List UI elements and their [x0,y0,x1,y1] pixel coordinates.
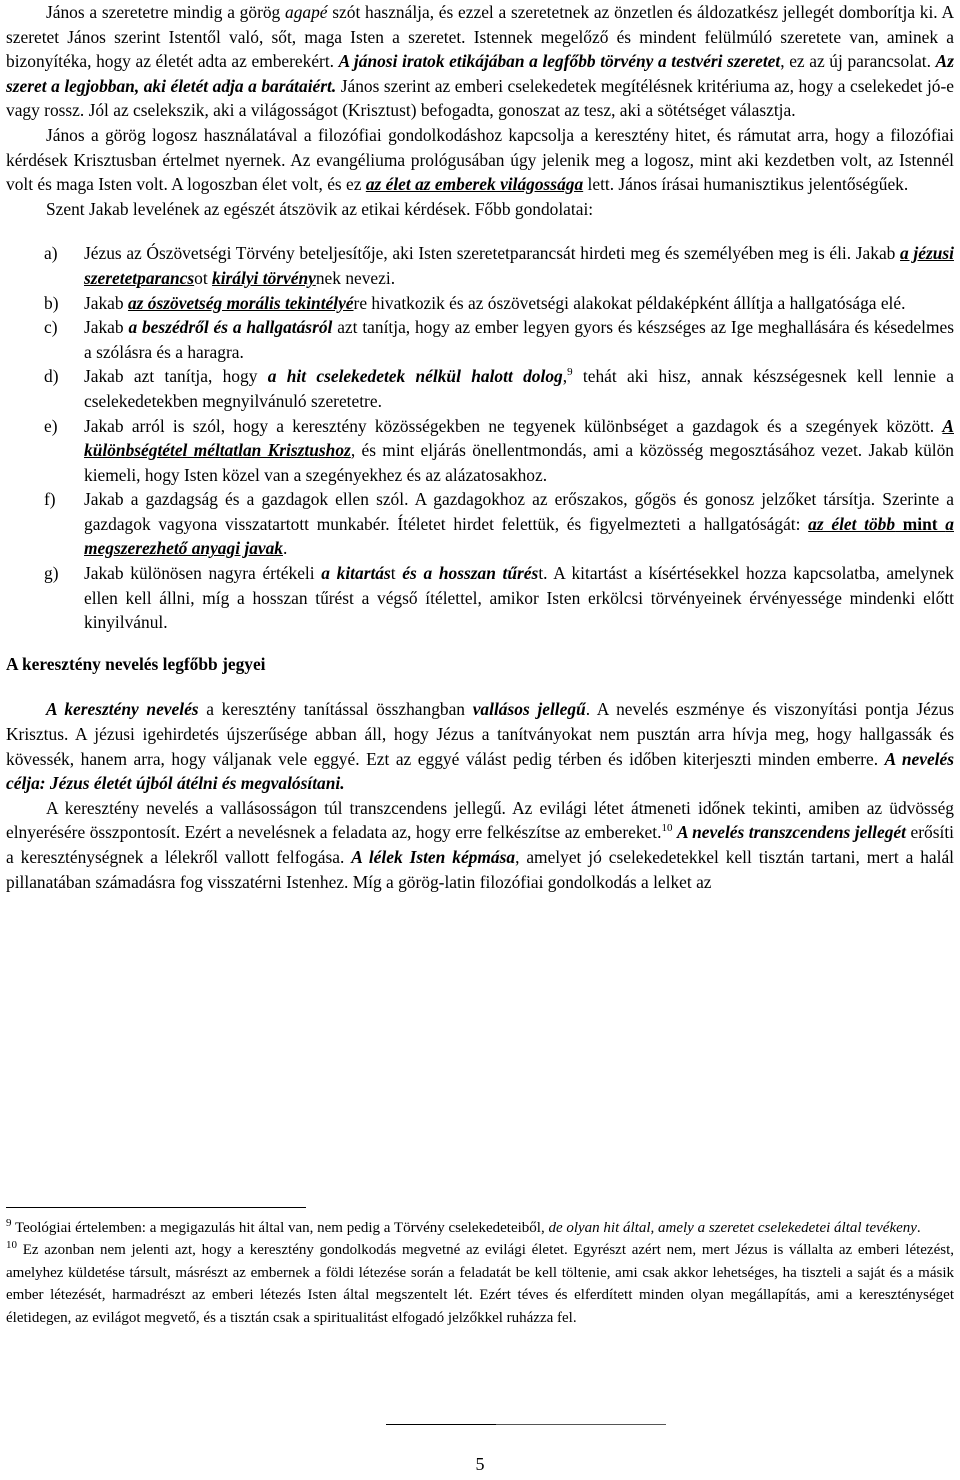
footnote-ref: 10 [661,822,673,835]
footnote-divider [6,1207,306,1208]
list-marker: g) [44,563,59,584]
list-item [6,315,954,364]
footnote-ref: 9 [567,366,573,379]
paragraph-janos-agape [6,0,954,123]
text: lett. János írásai humanisztikus jelentőségűek. [583,174,909,195]
list-item-text: Jakab arról is szól, hogy a keresztény közösségekben ne tegyenek különbséget a gazdagok és a szegények között. A különbségtétel méltatlan Krisztushoz, és mint eljárás önellentmondás, ami a közösség megosztásához vezet. Jakab külön kiemeli, hogy Isten közel van a szegényekhez és az alázatosakhoz. [84,415,954,485]
page-number: 5 [475,1454,485,1474]
emphasis: A nevelés transzcendens jellegét [676,822,906,843]
paragraph-logosz [6,123,954,197]
emphasis: A nevelés célja: Jézus életét újból átélni és megvalósítani. [6,748,954,794]
list-marker: d) [44,366,59,387]
list-marker: f) [44,489,56,510]
footnote-9: $^9$ Teológiai értelemben: a megigazulás hit által van, nem pedig a Törvény cselekedeteiből, de olyan hit által, amely a szeretet cselekedetei által tevékeny. [6,1217,921,1236]
list-item-text: Jakab az ószövetség morális tekintélyére hivatkozik és az ószövetségi alakokat példaképként állítja a hallgatósága elé. [84,292,906,313]
emphasis: A keresztény nevelés [46,699,199,720]
jakab-thoughts-list [6,241,954,635]
emphasis: az élet az emberek világossága [365,174,584,195]
list-marker: c) [44,317,58,338]
text: János a görög logosz használatával a filozófiai gondolkodáshoz kapcsolja a keresztény hitet, és rámutat arra, hogy a filozófiai kérdések Krisztusban értelmet nyernek. Az evangéliuma prológusában úgy jelenik meg a logosz, mint aki kezdetben volt, az Istennél volt és maga Isten volt. A logoszban élet volt, és ez [6,124,954,195]
footnote-number: 10 [6,1239,17,1252]
footnote-10: $^{10}$ Ez azonban nem jelenti azt, hogy a keresztény gondolkodás megvetné az evilági életet. Egyrészt azért nem, mert Jézus is vállalta az emberi létezést, amelyhez küldetése társult, másrészt az embernek a földi létezése során a feladatát be kell töltenie, ami csak akkor lehetséges, ha tiszteli a saját és a másik ember létezését, harmadrészt az emberi létezés Isten által megszentelt lét. Ezért téves és elferdített minden olyan megállapítás, ami a kereszténységet életidegen, az evilágot megvető, és a tisztán csak a spiritualitást elfogadó jelzőkkel ruházza fel. [6,1239,954,1326]
text: János szerint az emberi cselekedetek megítélésnek kritériuma az, hogy a cselekedet jó-e vagy rossz. Jól az cselekszik, aki a világosságot (Krisztust) befogadta, gonoszat az tesz, aki a sötétséget választja. [6,75,954,121]
list-item [6,291,954,316]
list-item [6,487,954,561]
emphasis: A lélek Isten képmása [351,847,516,867]
section-heading: A keresztény nevelés legfőbb jegyei [6,653,266,674]
emphasis: Az szeret a legjobban, aki életét adja a barátaiért. [6,51,954,96]
paragraph-transzcendens: A keresztény nevelés a vallásosságon túl transzcendens jellegű. Az evilági létet átmeneti időnek tekinti, amiben az üdvösség elnyerésére összpontosít. Ezért a nevelésnek a feladata az, hogy erre felkészítse az embereket.$^{10}$ A nevelés transzcendens jellegét erősíti a kereszténységnek a lélekről vallott felfogása. A lélek Isten képmása, amelyet jó cselekedetekkel kell tisztán tartani, mert a halál pillanatában számadásra fog visszatérni Istenhez. Míg a görög-latin filozófiai gondolkodás a lelket az [6,797,955,892]
footnotes [6,1217,954,1329]
footer-line [386,1424,496,1425]
list-marker: b) [44,292,59,313]
emphasis: A jánosi iratok etikájában a legfőbb törvény a testvéri szeretet [338,51,781,72]
list-item-text: Jakab a beszédről és a hallgatásról azt tanítja, hogy az ember legyen gyors és készséges az Ige meghallására és késedelmes a szólásra és a haragra. [84,317,954,362]
list-item-text: Jakab különösen nagyra értékeli a kitartást és a hosszan tűrést. A kitartást a kísértésekkel hozza kapcsolatba, amelynek ellen kell állni, míg a hosszan tűrést a végső ítélettel, amikor Isten erkölcsi törvényeinek érvényessége mindenki előtt kinyilvánul. [84,563,954,633]
list-item [6,414,954,488]
paragraph-jakab-intro: Szent Jakab levelének az egészét átszövik az etikai kérdések. Főbb gondolatai: [46,198,594,219]
list-marker: a) [44,243,58,264]
paragraph-nevelés: A keresztény nevelés a keresztény tanítással összhangban vallásos jellegű. A nevelés eszménye és viszonyítási pontja Jézus Krisztus. A jézusi igehirdetés újszerűsége abban áll, hogy Jézus a tanítványokat nem pusztán arra hívja meg, hogy hallgassák és kövessék, hanem arra, hogy váljanak vele eggyé. Ezt az eggyé válást pedig térben és időben kiterjeszti minden emberre. A nevelés célja: Jézus életét újból átélni és megvalósítani. [6,699,954,794]
list-item [6,364,954,413]
emphasis: vallásos jellegű [472,699,586,720]
footer-line [496,1424,666,1425]
footnote-number: 9 [6,1217,12,1229]
list-item [6,241,954,290]
text: szót használja, és ezzel a szeretetnek az önzetlen és áldozatkész jellegét domborítja ki. A szeretet János szerint Istentől való, sőt, maga Isten a szeretet. Istennek megelőző és mindent felülmúló szeretete van, aminek a bizonyítéka, hogy az életét adta az emberekért. [6,2,955,72]
list-item-text: Jakab azt tanítja, hogy a hit cselekedetek nélkül halott dolog,$^9$ tehát aki hisz, annak készségesnek kell lennie a cselekedetekben megnyilvánuló szeretetre. [84,366,954,411]
text: , ez az új parancsolat. [780,51,936,72]
list-item-text: Jézus az Ószövetségi Törvény beteljesítője, aki Isten szeretetparancsát hirdeti meg és személyében meg is éli. Jakab a jézusi szeretetparancsot királyi törvénynek nevezi. [84,243,954,288]
list-marker: e) [44,415,58,436]
list-item-text: Jakab a gazdagság és a gazdagok ellen szól. A gazdagokhoz az erőszakos, gőgös és gonosz jelzőket társítja. Szerinte a gazdagok vagyona visszatartott munkabér. Ítéletet hirdet felettük, és figyelmezteti a hallgatóságát: az élet több mint a megszerezhető anyagi javak. [84,489,954,559]
document-page [6,0,954,894]
italic-term: agapé [285,2,328,22]
list-item [6,561,954,635]
text: János a szeretetre mindig a görög [46,2,285,22]
